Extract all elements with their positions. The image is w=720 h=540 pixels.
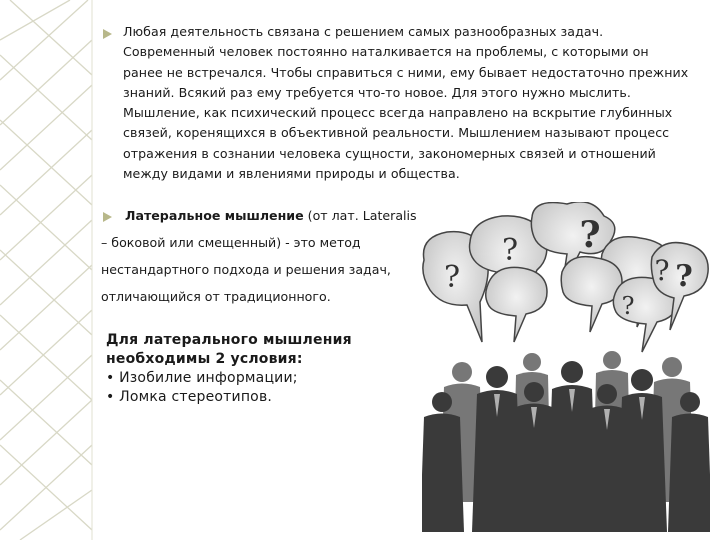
question-mark: ? <box>443 260 461 295</box>
lateral-definition-line-4: отличающийся от традиционного. <box>101 289 331 304</box>
paragraph-line: Любая деятельность связана с решением самых разнообразных задач. <box>123 24 604 39</box>
lateral-etymology: (от лат. Lateralis <box>303 208 417 223</box>
conditions-heading-line: необходимы 2 условия: <box>106 351 303 367</box>
paragraph-line: Мышление, как психический процесс всегда направлено на вскрытие глубинных <box>123 105 673 121</box>
decorative-stripes <box>0 0 95 540</box>
question-mark: ? <box>654 254 670 287</box>
conditions-heading-line: Для латерального мышления <box>106 332 352 348</box>
paragraph-line: ранее не встречался. Чтобы справиться с ними, ему бывает недостаточно прежних <box>123 64 689 80</box>
question-mark: ? <box>579 214 601 256</box>
bullet-icon <box>103 212 112 222</box>
paragraph-line: Современный человек постоянно наталкивается на проблемы, с которыми он <box>123 44 649 60</box>
condition-item: • Ломка стереотипов. <box>106 389 273 405</box>
paragraph-thinking <box>123 22 708 184</box>
lateral-definition-line-3: нестандартного подхода и решения задач, <box>101 262 391 277</box>
bullet-icon <box>103 29 112 39</box>
question-mark: ? <box>675 259 693 294</box>
paragraph-line: между видами и явлениями природы и общества. <box>123 166 460 182</box>
lateral-definition-line-2: – боковой или смещенный) - это метод <box>101 235 361 250</box>
condition-item: • Изобилие информации; <box>106 370 298 386</box>
paragraph-line: знаний. Всякий раз ему требуется что-то новое. Для этого нужно мыслить. <box>123 84 631 100</box>
paragraph-line: отражения в сознании человека сущности, закономерных связей и отношений <box>123 145 656 161</box>
question-mark: ? <box>621 292 635 320</box>
conditions-block <box>106 331 406 407</box>
people-with-question-bubbles-icon <box>422 202 710 532</box>
paragraph-line: связей, коренящихся в объективной реальности. Мышлением называют процесс <box>123 125 670 141</box>
lateral-definition-line-1 <box>125 208 417 223</box>
question-mark: ? <box>501 233 519 268</box>
lateral-term: Латеральное мышление <box>125 208 304 223</box>
